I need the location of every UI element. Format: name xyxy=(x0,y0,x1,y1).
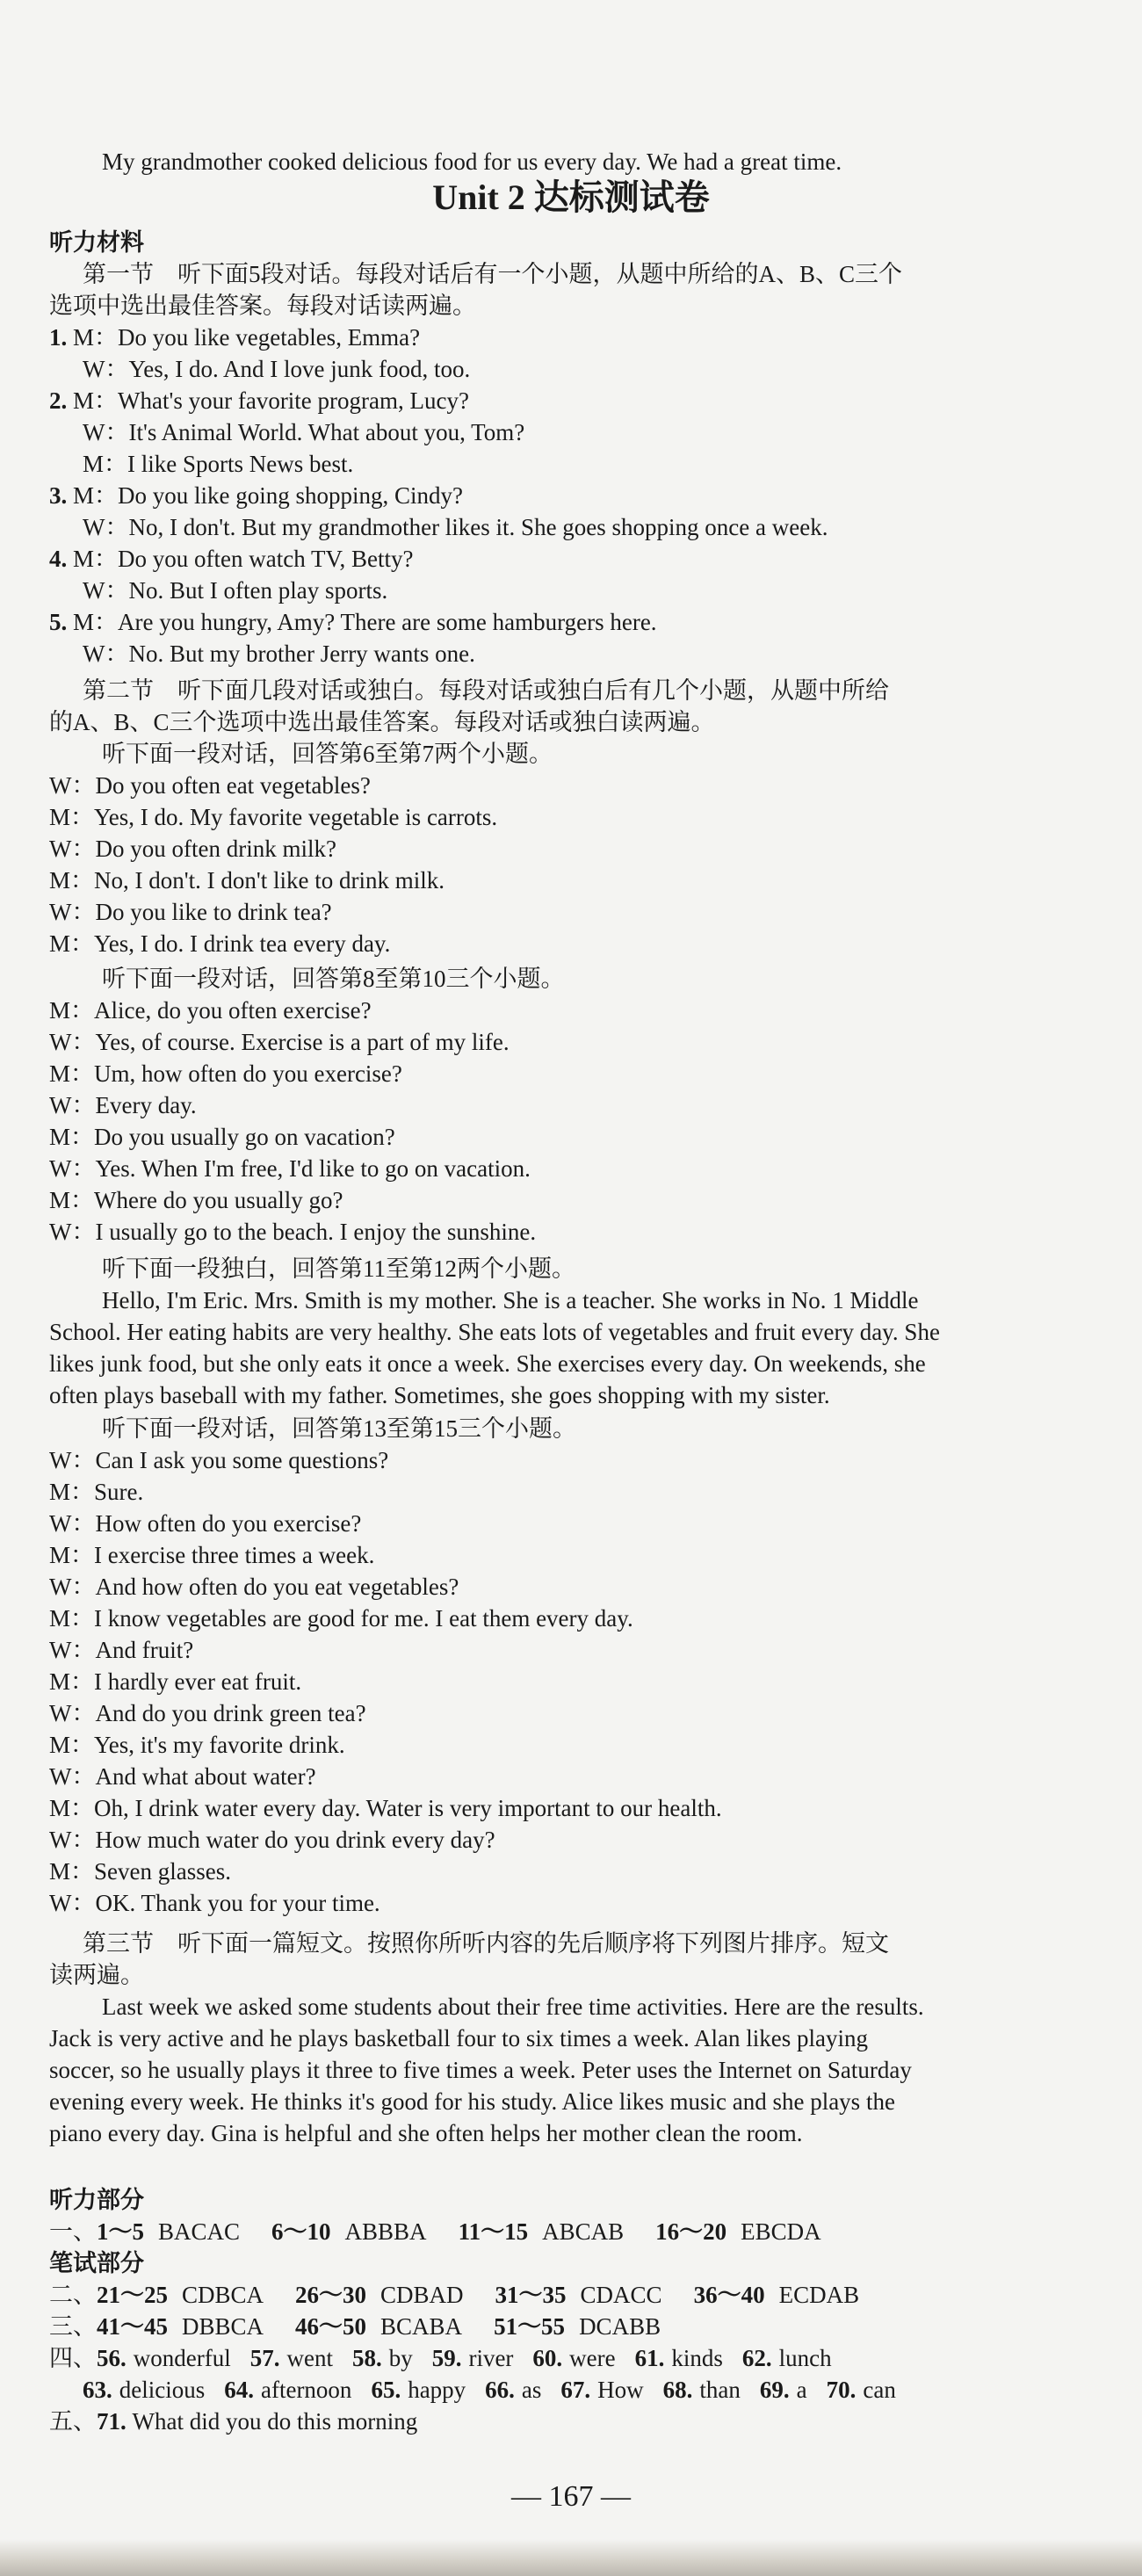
dialogue-line xyxy=(83,416,1128,448)
part1-intro-cont: 选项中选出最佳答案。每段对话读两遍。 xyxy=(49,293,476,319)
answer-key: EBCDA xyxy=(741,2218,821,2245)
part3-intro: 第三节 听下面一篇短文。按照你所听内容的先后顺序将下列图片排序。短文 xyxy=(83,1930,889,1957)
answer-key: CDACC xyxy=(580,2282,662,2308)
dialogue-line: W：How often do you exercise? xyxy=(49,1510,362,1537)
dialogue-line: W：OK. Thank you for your time. xyxy=(49,1890,380,1916)
answer-key: ABBBA xyxy=(344,2218,427,2245)
dialogue-line xyxy=(49,322,1095,353)
answer-word: by xyxy=(388,2345,413,2371)
carryover-sentence: My grandmother cooked delicious food for us every day. We had a great time. xyxy=(102,148,842,175)
page-title: Unit 2 达标测试卷 xyxy=(432,177,710,217)
dialogue-line: M：Um, how often do you exercise? xyxy=(49,1060,402,1087)
monologue-line: likes junk food, but she only eats it once a week. She exercises every day. On weekends, she xyxy=(49,1350,926,1377)
dialogue-line: W：How much water do you drink every day? xyxy=(49,1827,495,1853)
answers-part4-row1 xyxy=(49,2342,1095,2374)
question-number: 5. xyxy=(49,609,68,635)
answer-word: went xyxy=(286,2345,333,2371)
page-edge-shadow xyxy=(0,2539,1142,2576)
answer-number: 69. xyxy=(759,2377,790,2403)
answer-key: DCABB xyxy=(579,2313,661,2340)
part5-prefix: 五、 xyxy=(49,2408,97,2435)
passage-line: Jack is very active and he plays basketball four to six times a week. Alan likes playing xyxy=(49,2025,869,2051)
answer-number: 60. xyxy=(532,2345,563,2371)
dialogue-line xyxy=(83,575,1128,606)
answer-word: a xyxy=(796,2377,807,2403)
answer-number: 56. xyxy=(97,2345,126,2371)
dialogue-line: W：Do you often eat vegetables? xyxy=(49,772,371,799)
page-number: — 167 — xyxy=(511,2480,631,2513)
dialogue-line: M：Sure. xyxy=(49,1479,144,1505)
answer-number: 70. xyxy=(826,2377,856,2403)
answer-range: 11～15 xyxy=(458,2218,529,2245)
dialogue-line: M：Alice, do you often exercise? xyxy=(49,997,372,1024)
answer-range: 41～45 xyxy=(97,2313,168,2340)
question-number: 4. xyxy=(49,546,68,572)
dialogue-line xyxy=(49,480,1095,511)
dialogue-line: M：Yes, it's my favorite drink. xyxy=(49,1732,345,1758)
monologue-line: often plays baseball with my father. Sometimes, she goes shopping with my sister. xyxy=(49,1382,830,1408)
dialogue2-intro: 听下面一段对话，回答第8至第10三个小题。 xyxy=(102,966,565,992)
monologue-line: School. Her eating habits are very healthy. She eats lots of vegetables and fruit every day. She xyxy=(49,1319,940,1345)
dialogue-line: M：Where do you usually go? xyxy=(49,1187,343,1213)
dialogue-line xyxy=(49,543,1095,575)
answers-part5-row xyxy=(49,2406,1095,2437)
answer-number: 57. xyxy=(249,2345,280,2371)
part1-intro: 第一节 听下面5段对话。每段对话后有一个小题，从题中所给的A、B、C三个 xyxy=(83,261,903,287)
dialogue-line: W：Can I ask you some questions? xyxy=(49,1447,389,1473)
dialogue-text: W：Yes, I do. And I love junk food, too. xyxy=(83,356,471,382)
dialogue-text: M：Do you like going shopping, Cindy? xyxy=(73,482,463,509)
dialogue-text: M：Are you hungry, Amy? There are some hamburgers here. xyxy=(73,609,657,635)
answer-key: CDBCA xyxy=(182,2282,264,2308)
answer-word: river xyxy=(468,2345,514,2371)
answers-listening-heading: 听力部分 xyxy=(49,2187,144,2213)
dialogue-text: M：Do you like vegetables, Emma? xyxy=(73,324,421,351)
answer-range: 31～35 xyxy=(495,2282,567,2308)
answer-number: 62. xyxy=(741,2345,772,2371)
part3-intro-cont: 读两遍。 xyxy=(49,1962,144,1988)
answer-range: 16～20 xyxy=(655,2218,727,2245)
answer-number: 66. xyxy=(485,2377,515,2403)
answer-number: 65. xyxy=(371,2377,401,2403)
answer-section-prefix: 三、 xyxy=(49,2313,97,2340)
answer-range: 26～30 xyxy=(295,2282,367,2308)
dialogue-line: W：Every day. xyxy=(49,1092,197,1118)
passage-line: evening every week. He thinks it's good for his study. Alice likes music and she plays the xyxy=(49,2088,895,2115)
answer-number: 59. xyxy=(431,2345,462,2371)
answer-word: can xyxy=(863,2377,896,2403)
answer-key: BCABA xyxy=(380,2313,463,2340)
dialogue-text: W：No. But my brother Jerry wants one. xyxy=(83,640,475,667)
question-number: 1. xyxy=(49,324,68,351)
answer-key: DBBCA xyxy=(182,2313,264,2340)
answer-word: How xyxy=(597,2377,644,2403)
dialogue-line: M：No, I don't. I don't like to drink milk. xyxy=(49,867,445,894)
answer-word: delicious xyxy=(119,2377,206,2403)
dialogue-line: W：And do you drink green tea? xyxy=(49,1700,366,1726)
answer-word: happy xyxy=(408,2377,466,2403)
dialogue-line xyxy=(83,511,1128,543)
dialogue1-intro: 听下面一段对话，回答第6至第7两个小题。 xyxy=(102,741,553,767)
answer-range: 46～50 xyxy=(295,2313,367,2340)
answers-part3-row xyxy=(49,2311,1095,2342)
part5-answer: What did you do this morning xyxy=(132,2408,418,2435)
dialogue-line xyxy=(83,638,1128,669)
dialogue-line xyxy=(83,353,1128,385)
answer-range: 51～55 xyxy=(494,2313,566,2340)
answer-key: BACAC xyxy=(158,2218,241,2245)
part2-intro: 第二节 听下面几段对话或独白。每段对话或独白后有几个小题，从题中所给 xyxy=(83,677,889,704)
answer-word: than xyxy=(699,2377,741,2403)
answer-range: 1～5 xyxy=(97,2218,144,2245)
dialogue-line: W：Yes. When I'm free, I'd like to go on vacation. xyxy=(49,1155,531,1182)
section-heading-listening-material: 听力材料 xyxy=(49,229,144,256)
monologue-intro: 听下面一段独白，回答第11至第12两个小题。 xyxy=(102,1255,575,1282)
dialogue-line: W：And what about water? xyxy=(49,1763,316,1790)
dialogue-line: W：And how often do you eat vegetables? xyxy=(49,1574,459,1600)
answer-section-prefix: 四、 xyxy=(49,2345,97,2371)
answer-word: wonderful xyxy=(133,2345,231,2371)
passage-line: Last week we asked some students about their free time activities. Here are the results. xyxy=(102,1994,924,2020)
answers-listening-row xyxy=(49,2216,1095,2247)
dialogue-line: M：I exercise three times a week. xyxy=(49,1542,375,1568)
answers-part4-row2 xyxy=(83,2374,1128,2406)
answer-range: 6～10 xyxy=(271,2218,331,2245)
answer-section-prefix: 二、 xyxy=(49,2282,97,2308)
answer-number: 64. xyxy=(224,2377,254,2403)
answer-section-prefix: 一、 xyxy=(49,2218,97,2245)
dialogue-text: M：I like Sports News best. xyxy=(83,451,354,477)
answer-range: 36～40 xyxy=(693,2282,765,2308)
dialogue-line: M：I hardly ever eat fruit. xyxy=(49,1668,302,1695)
dialogue-line xyxy=(49,385,1095,416)
answer-range: 21～25 xyxy=(97,2282,168,2308)
dialogue-line xyxy=(83,448,1128,480)
dialogue-line: W：I usually go to the beach. I enjoy the sunshine. xyxy=(49,1219,537,1245)
answer-number: 61. xyxy=(634,2345,665,2371)
dialogue-line: M：Do you usually go on vacation? xyxy=(49,1124,395,1150)
answers-writing-heading: 笔试部分 xyxy=(49,2250,144,2276)
dialogue-line: M：Seven glasses. xyxy=(49,1858,231,1885)
dialogue-line: M：I know vegetables are good for me. I eat them every day. xyxy=(49,1605,633,1632)
answer-number: 68. xyxy=(662,2377,693,2403)
dialogue-line: M：Oh, I drink water every day. Water is very important to our health. xyxy=(49,1795,722,1821)
dialogue-line: W：Do you like to drink tea? xyxy=(49,899,332,925)
dialogue-text: M：What's your favorite program, Lucy? xyxy=(73,387,469,414)
answer-number: 58. xyxy=(351,2345,382,2371)
question-number: 3. xyxy=(49,482,68,509)
answer-word: were xyxy=(569,2345,616,2371)
answer-word: lunch xyxy=(778,2345,832,2371)
dialogue-text: W：It's Animal World. What about you, Tom? xyxy=(83,419,525,445)
dialogue-line: W：Do you often drink milk? xyxy=(49,836,336,862)
answer-key: ABCAB xyxy=(542,2218,625,2245)
part2-intro-cont: 的A、B、C三个选项中选出最佳答案。每段对话或独白读两遍。 xyxy=(49,709,715,735)
passage-line: piano every day. Gina is helpful and she often helps her mother clean the room. xyxy=(49,2120,803,2146)
answer-word: as xyxy=(521,2377,542,2403)
answers-part2-row xyxy=(49,2279,1095,2311)
dialogue-line: W：Yes, of course. Exercise is a part of my life. xyxy=(49,1029,510,1055)
answer-word: kinds xyxy=(671,2345,723,2371)
dialogue-line: M：Yes, I do. My favorite vegetable is carrots. xyxy=(49,804,498,830)
dialogue-text: M：Do you often watch TV, Betty? xyxy=(73,546,414,572)
dialogue-text: W：No. But I often play sports. xyxy=(83,577,388,604)
dialogue-line: W：And fruit? xyxy=(49,1637,194,1663)
answer-key: CDBAD xyxy=(380,2282,464,2308)
dialogue4-intro: 听下面一段对话，回答第13至第15三个小题。 xyxy=(102,1415,576,1442)
passage-line: soccer, so he usually plays it three to five times a week. Peter uses the Internet on Saturday xyxy=(49,2057,912,2083)
dialogue-text: W：No, I don't. But my grandmother likes it. She goes shopping once a week. xyxy=(83,514,828,540)
question-number: 2. xyxy=(49,387,68,414)
monologue-line: Hello, I'm Eric. Mrs. Smith is my mother. She is a teacher. She works in No. 1 Middle xyxy=(102,1287,919,1313)
answer-key: ECDAB xyxy=(778,2282,860,2308)
dialogue-line: M：Yes, I do. I drink tea every day. xyxy=(49,930,391,957)
answer-number: 67. xyxy=(560,2377,591,2403)
answer-word: afternoon xyxy=(260,2377,352,2403)
answer-number: 63. xyxy=(83,2377,112,2403)
dialogue-line xyxy=(49,606,1095,638)
part5-number: 71. xyxy=(97,2408,126,2435)
